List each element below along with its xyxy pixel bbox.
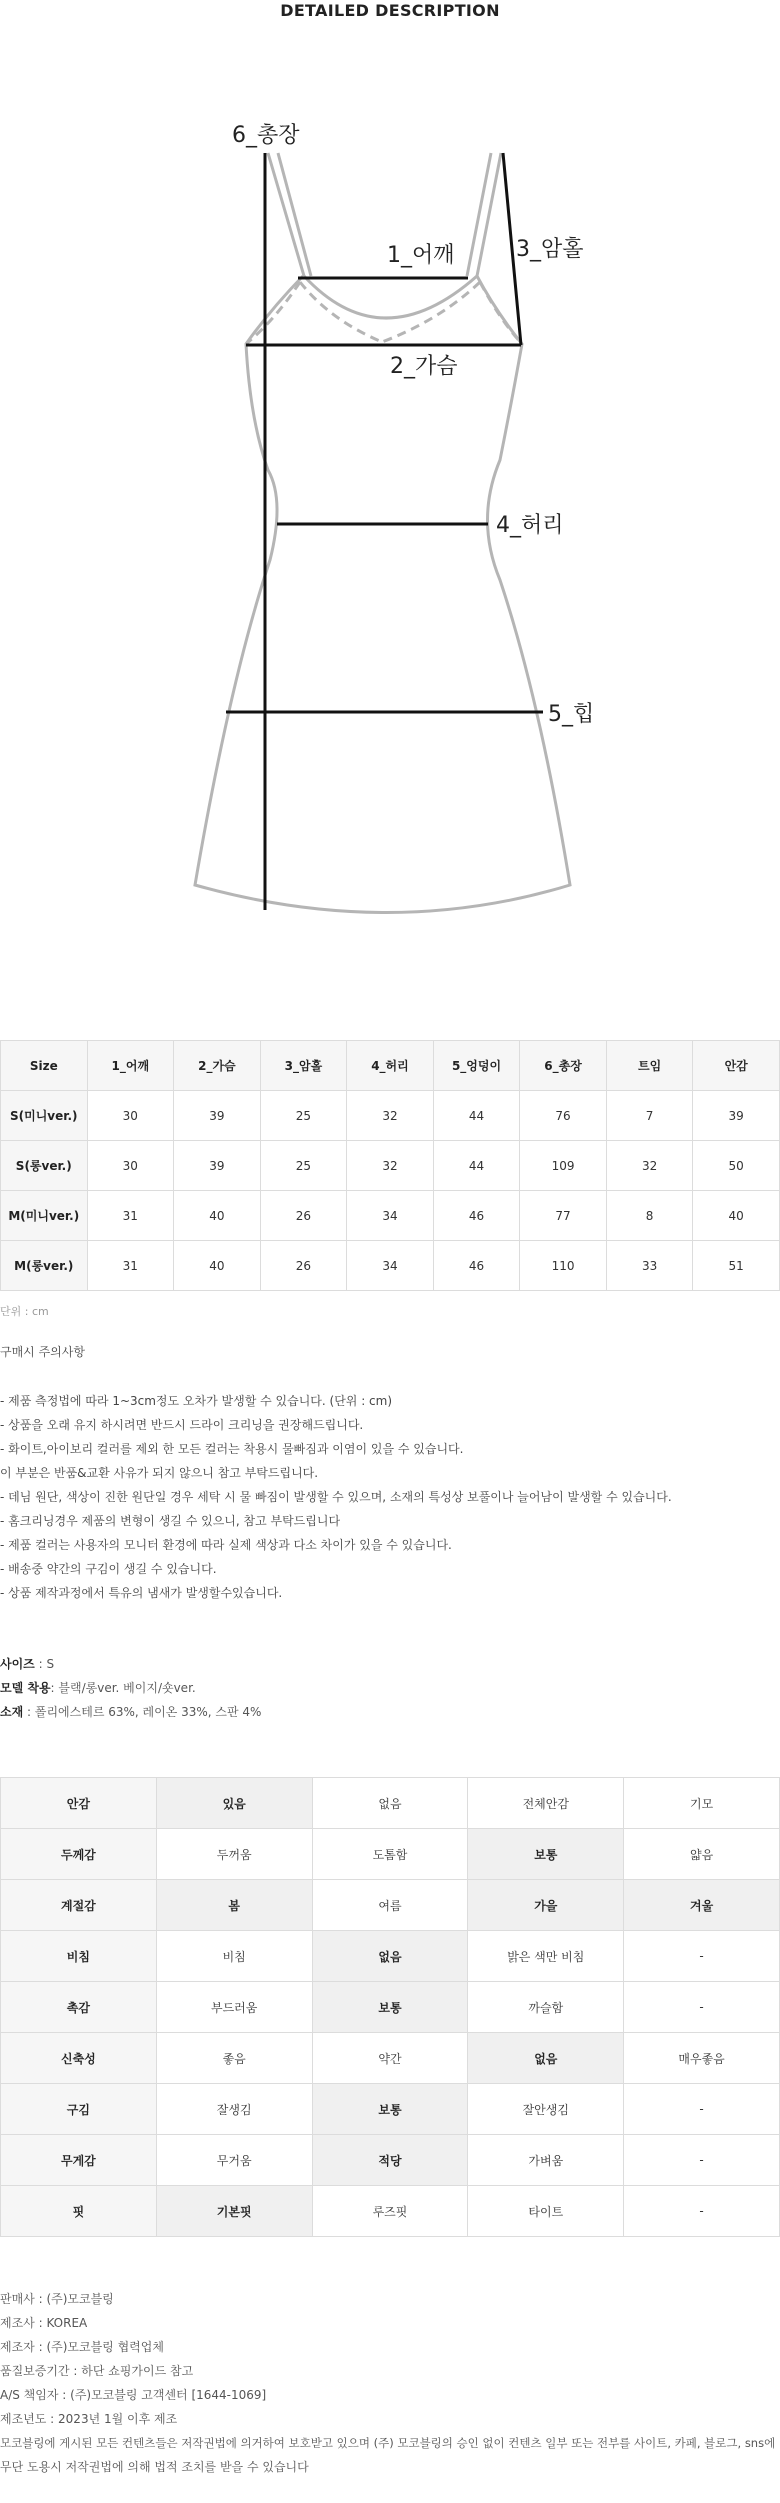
feel-row-head: 계절감 (1, 1880, 157, 1931)
armhole-label: 3_암홀 (516, 237, 584, 262)
spec-label: 모델 착용 (0, 1681, 51, 1695)
size-header-cell: Size (1, 1041, 88, 1091)
feel-cell: 봄 (156, 1880, 312, 1931)
size-name-cell: M(미니ver.) (1, 1191, 88, 1241)
feel-row-head: 구김 (1, 2084, 157, 2135)
table-cell: 39 (174, 1141, 261, 1191)
size-header-cell: 4_허리 (347, 1041, 434, 1091)
table-cell: 31 (87, 1191, 174, 1241)
feel-cell: 잘생김 (156, 2084, 312, 2135)
size-table (0, 1040, 780, 1291)
table-row (1, 1141, 780, 1191)
table-cell: 110 (520, 1241, 607, 1291)
list-item: - 상품 제작과정에서 특유의 냄새가 발생할수있습니다. (0, 1586, 283, 1600)
fabric-feel-table (0, 1777, 780, 2237)
manufacture-date-line: 제조년도 : 2023년 1월 이후 제조 (0, 2412, 178, 2426)
table-cell: 32 (606, 1141, 693, 1191)
spec-model (0, 1676, 261, 1700)
table-row (1, 1091, 780, 1141)
neckline (304, 276, 477, 318)
seller-line: 판매사 : (주)모코블링 (0, 2292, 114, 2306)
size-name-cell: S(미니ver.) (1, 1091, 88, 1141)
feel-cell: - (624, 1982, 780, 2033)
feel-cell: 타이트 (468, 2186, 624, 2237)
table-cell: 30 (87, 1091, 174, 1141)
table-cell: 40 (693, 1191, 780, 1241)
table-cell: 109 (520, 1141, 607, 1191)
table-cell: 39 (174, 1091, 261, 1141)
feel-cell: 비침 (156, 1931, 312, 1982)
feel-cell: 없음 (468, 2033, 624, 2084)
table-cell: 46 (433, 1241, 520, 1291)
table-cell: 26 (260, 1191, 347, 1241)
page-title: DETAILED DESCRIPTION (280, 1, 500, 20)
copyright-line: 모코블링에 게시된 모든 컨텐츠들은 저작권법에 의거하여 보호받고 있으며 (주) 모코블링의 승인 없이 컨텐츠 일부 또는 전부를 사이트, 카페, 블로그, sns에 (0, 2436, 776, 2450)
size-name-cell: S(롱ver.) (1, 1141, 88, 1191)
feel-cell: 좋음 (156, 2033, 312, 2084)
table-cell: 40 (174, 1191, 261, 1241)
table-row (1, 1778, 780, 1829)
feel-cell: 여름 (312, 1880, 468, 1931)
table-cell: 39 (693, 1091, 780, 1141)
table-cell: 33 (606, 1241, 693, 1291)
right-strap (467, 153, 501, 276)
dress-measurement-diagram (180, 100, 620, 930)
feel-row-head: 무게감 (1, 2135, 157, 2186)
table-cell: 8 (606, 1191, 693, 1241)
table-row (1, 1880, 780, 1931)
feel-row-head: 안감 (1, 1778, 157, 1829)
feel-cell: 루즈핏 (312, 2186, 468, 2237)
feel-cell: 잘안생김 (468, 2084, 624, 2135)
table-cell: 25 (260, 1141, 347, 1191)
table-cell: 40 (174, 1241, 261, 1291)
feel-cell: 두꺼움 (156, 1829, 312, 1880)
feel-cell: 얇음 (624, 1829, 780, 1880)
feel-cell: - (624, 2135, 780, 2186)
dress-body (195, 276, 570, 913)
shoulder-label: 1_어깨 (387, 243, 455, 268)
product-specs (0, 1652, 261, 1724)
as-contact-line: A/S 책임자 : (주)모코블링 고객센터 [1644-1069] (0, 2388, 267, 2402)
feel-cell: 전체안감 (468, 1778, 624, 1829)
feel-row-head: 촉감 (1, 1982, 157, 2033)
table-row (1, 2135, 780, 2186)
table-row (1, 1982, 780, 2033)
size-header-cell: 6_총장 (520, 1041, 607, 1091)
table-row (1, 1829, 780, 1880)
unit-note: 단위 : cm (0, 1305, 49, 1318)
list-item: - 화이트,아이보리 컬러를 제외 한 모든 컬러는 착용시 물빠짐과 이염이 있을 수 있습니다. (0, 1442, 464, 1456)
table-cell: 32 (347, 1141, 434, 1191)
spec-size (0, 1652, 261, 1676)
list-item: 이 부분은 반품&교환 사유가 되지 않으니 참고 부탁드립니다. (0, 1466, 319, 1480)
seller-info (0, 2287, 780, 2479)
feel-cell: 부드러움 (156, 1982, 312, 2033)
caution-title: 구매시 주의사항 (0, 1345, 85, 1359)
hip-label: 5_힙 (548, 702, 595, 727)
waist-label: 4_허리 (496, 513, 564, 538)
feel-cell: 기모 (624, 1778, 780, 1829)
feel-cell: - (624, 2084, 780, 2135)
feel-row-head: 두께감 (1, 1829, 157, 1880)
feel-cell: - (624, 1931, 780, 1982)
table-cell: 44 (433, 1141, 520, 1191)
feel-row-head: 핏 (1, 2186, 157, 2237)
size-header-cell: 트임 (606, 1041, 693, 1091)
table-cell: 32 (347, 1091, 434, 1141)
feel-cell: 겨울 (624, 1880, 780, 1931)
caution-notes (0, 1389, 672, 1605)
feel-cell: 있음 (156, 1778, 312, 1829)
left-strap (268, 153, 311, 276)
table-row (1, 2033, 780, 2084)
length-label: 6_총장 (232, 123, 300, 148)
table-cell: 46 (433, 1191, 520, 1241)
feel-cell: 가을 (468, 1880, 624, 1931)
feel-row-head: 비침 (1, 1931, 157, 1982)
feel-row-head: 신축성 (1, 2033, 157, 2084)
spec-label: 사이즈 (0, 1657, 35, 1671)
feel-cell: 무거움 (156, 2135, 312, 2186)
manufacturer-line: 제조자 : (주)모코블링 협력업체 (0, 2340, 164, 2354)
table-cell: 7 (606, 1091, 693, 1141)
manufacturer-country-line: 제조사 : KOREA (0, 2316, 88, 2330)
list-item: - 제품 측정법에 따라 1~3cm정도 오차가 발생할 수 있습니다. (단위 : cm) (0, 1394, 393, 1408)
table-row (1, 2084, 780, 2135)
copyright-line-2: 무단 도용시 저작권법에 의해 법적 조치를 받을 수 있습니다 (0, 2460, 309, 2474)
feel-cell: 없음 (312, 1778, 468, 1829)
table-cell: 34 (347, 1191, 434, 1241)
feel-cell: 없음 (312, 1931, 468, 1982)
table-row (1, 1241, 780, 1291)
chest-label: 2_가슴 (390, 354, 458, 379)
feel-cell: 밝은 색만 비침 (468, 1931, 624, 1982)
table-row (1, 1191, 780, 1241)
size-table-header-row (1, 1041, 780, 1091)
feel-cell: 보통 (468, 1829, 624, 1880)
size-header-cell: 3_암홀 (260, 1041, 347, 1091)
size-header-cell: 1_어깨 (87, 1041, 174, 1091)
table-row (1, 1931, 780, 1982)
spec-value: : 블랙/롱ver. 베이지/숏ver. (50, 1681, 196, 1695)
list-item: - 데님 원단, 색상이 진한 원단일 경우 세탁 시 물 빠짐이 발생할 수 있으며, 소재의 특성상 보풀이나 늘어남이 발생할 수 있습니다. (0, 1490, 672, 1504)
spec-label: 소재 (0, 1705, 24, 1719)
feel-cell: 적당 (312, 2135, 468, 2186)
size-header-cell: 5_엉덩이 (433, 1041, 520, 1091)
feel-cell: 기본핏 (156, 2186, 312, 2237)
list-item: - 제품 컬러는 사용자의 모니터 환경에 따라 실제 색상과 다소 차이가 있을 수 있습니다. (0, 1538, 452, 1552)
spec-material (0, 1700, 261, 1724)
spec-value: : S (34, 1657, 55, 1671)
size-header-cell: 2_가슴 (174, 1041, 261, 1091)
feel-cell: - (624, 2186, 780, 2237)
feel-cell: 도톰함 (312, 1829, 468, 1880)
table-cell: 30 (87, 1141, 174, 1191)
feel-cell: 매우좋음 (624, 2033, 780, 2084)
table-cell: 51 (693, 1241, 780, 1291)
table-cell: 44 (433, 1091, 520, 1141)
table-cell: 77 (520, 1191, 607, 1241)
list-item: - 상품을 오래 유지 하시려면 반드시 드라이 크리닝을 권장해드립니다. (0, 1418, 364, 1432)
feel-cell: 가벼움 (468, 2135, 624, 2186)
list-item: - 홈크리닝경우 제품의 변형이 생길 수 있으니, 참고 부탁드립니다 (0, 1514, 341, 1528)
table-cell: 34 (347, 1241, 434, 1291)
feel-cell: 약간 (312, 2033, 468, 2084)
feel-cell: 까슬함 (468, 1982, 624, 2033)
spec-value: : 폴리에스테르 63%, 레이온 33%, 스판 4% (23, 1705, 262, 1719)
table-cell: 31 (87, 1241, 174, 1291)
table-cell: 50 (693, 1141, 780, 1191)
table-cell: 26 (260, 1241, 347, 1291)
table-cell: 25 (260, 1091, 347, 1141)
list-item: - 배송중 약간의 구김이 생길 수 있습니다. (0, 1562, 217, 1576)
size-name-cell: M(롱ver.) (1, 1241, 88, 1291)
feel-cell: 보통 (312, 2084, 468, 2135)
table-cell: 76 (520, 1091, 607, 1141)
table-row (1, 2186, 780, 2237)
warranty-line: 품질보증기간 : 하단 쇼핑가이드 참고 (0, 2364, 194, 2378)
feel-cell: 보통 (312, 1982, 468, 2033)
size-header-cell: 안감 (693, 1041, 780, 1091)
